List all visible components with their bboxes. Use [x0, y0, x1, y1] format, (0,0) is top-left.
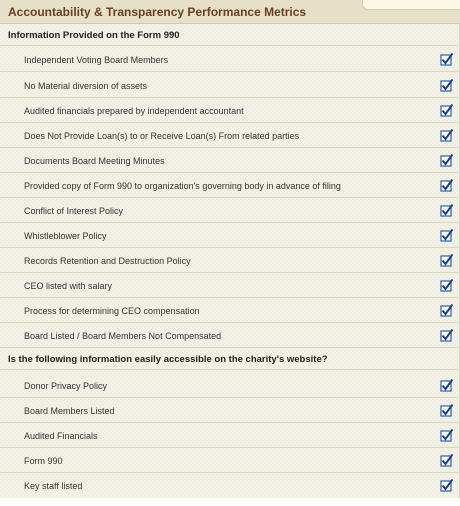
- metric-label: Whistleblower Policy: [24, 231, 107, 241]
- checked-checkbox-icon: [440, 379, 453, 392]
- metric-row: [0, 148, 460, 173]
- metric-label: Documents Board Meeting Minutes: [24, 156, 165, 166]
- panel-title: Accountability & Transparency Performance Metrics: [8, 5, 307, 19]
- metric-label: CEO listed with salary: [24, 281, 113, 291]
- checked-checkbox-icon: [440, 479, 453, 492]
- metric-label: Independent Voting Board Members: [24, 55, 169, 65]
- checked-checkbox-icon: [440, 204, 453, 217]
- metric-label: Donor Privacy Policy: [24, 381, 108, 391]
- metric-row: [0, 123, 460, 148]
- metric-label: Key staff listed: [24, 481, 83, 491]
- metric-row: [0, 323, 460, 348]
- metric-label: Provided copy of Form 990 to organization's governing body in advance of filing: [24, 181, 341, 191]
- panel-title-bar: [0, 0, 460, 24]
- checked-checkbox-icon: [440, 429, 453, 442]
- checked-checkbox-icon: [440, 154, 453, 167]
- checked-checkbox-icon: [440, 404, 453, 417]
- metric-row: [0, 223, 460, 248]
- section-header-website: [0, 348, 460, 370]
- metric-label: Board Listed / Board Members Not Compensated: [24, 331, 222, 341]
- metric-row: [0, 173, 460, 198]
- metric-label: Form 990: [24, 456, 63, 466]
- metric-label: Does Not Provide Loan(s) to or Receive Loan(s) From related parties: [24, 131, 300, 141]
- metric-row: [0, 448, 460, 473]
- metric-row: [0, 98, 460, 123]
- metric-label: Records Retention and Destruction Policy: [24, 256, 191, 266]
- checked-checkbox-icon: [440, 304, 453, 317]
- title-tab-decoration: [362, 0, 460, 10]
- metric-row: [0, 473, 460, 498]
- metric-row: [0, 248, 460, 273]
- metric-label: Conflict of Interest Policy: [24, 206, 124, 216]
- checked-checkbox-icon: [440, 454, 453, 467]
- metric-label: No Material diversion of assets: [24, 81, 148, 91]
- section-header-label: Is the following information easily accessible on the charity's website?: [8, 354, 328, 365]
- metric-label: Audited financials prepared by independent accountant: [24, 106, 244, 116]
- metric-label: Process for determining CEO compensation: [24, 306, 200, 316]
- metric-row: [0, 398, 460, 423]
- metric-row: [0, 47, 460, 72]
- section-header-label: Information Provided on the Form 990: [8, 30, 180, 41]
- metric-label: Board Members Listed: [24, 406, 115, 416]
- checked-checkbox-icon: [440, 79, 453, 92]
- metric-row: [0, 423, 460, 448]
- checked-checkbox-icon: [440, 53, 453, 66]
- metric-row: [0, 373, 460, 398]
- checked-checkbox-icon: [440, 179, 453, 192]
- metric-row: [0, 198, 460, 223]
- metric-row: [0, 298, 460, 323]
- checked-checkbox-icon: [440, 104, 453, 117]
- section-header-form-990: [0, 24, 460, 46]
- checked-checkbox-icon: [440, 229, 453, 242]
- checked-checkbox-icon: [440, 254, 453, 267]
- metric-row: [0, 73, 460, 98]
- checked-checkbox-icon: [440, 279, 453, 292]
- metric-label: Audited Financials: [24, 431, 98, 441]
- checked-checkbox-icon: [440, 129, 453, 142]
- metric-row: [0, 273, 460, 298]
- checked-checkbox-icon: [440, 329, 453, 342]
